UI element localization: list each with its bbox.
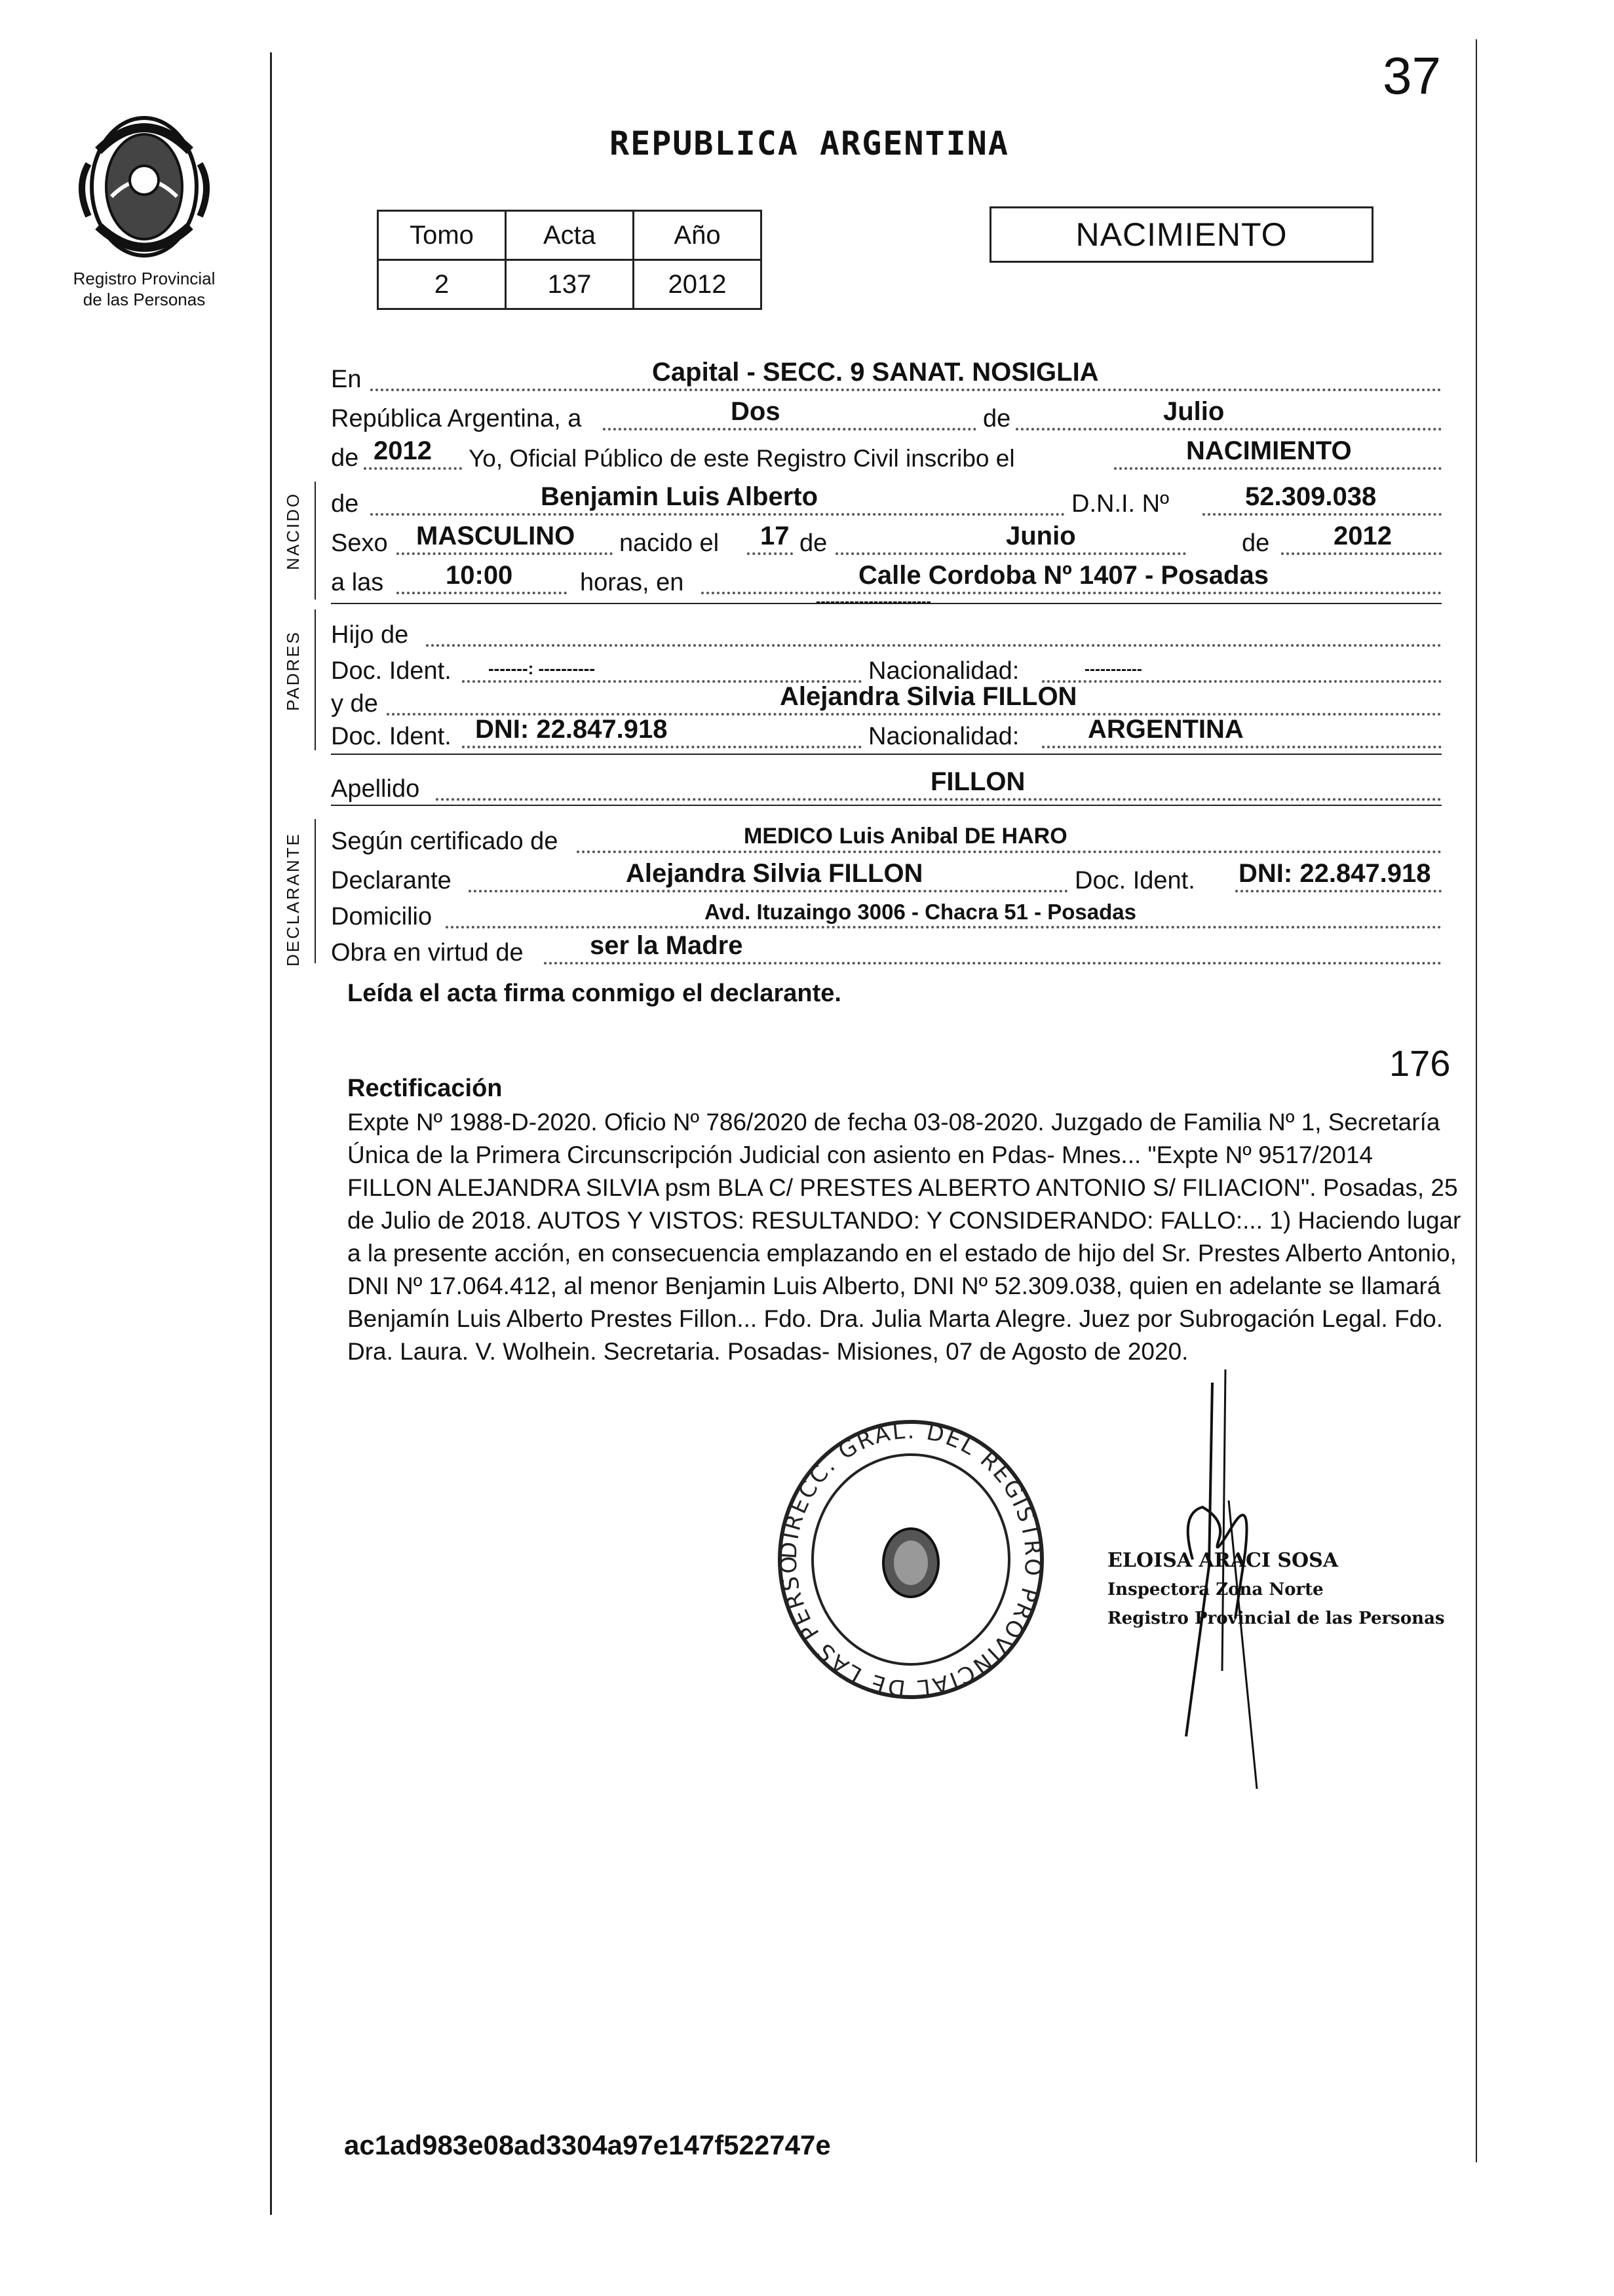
registry-table xyxy=(377,210,762,310)
label-segun: Según certificado de xyxy=(331,828,558,855)
value-hour: 10:00 xyxy=(446,561,513,590)
signer-name: ELOISA ARACI SOSA xyxy=(1107,1549,1339,1572)
value-doc3: DNI: 22.847.918 xyxy=(1239,859,1431,888)
label-sexo: Sexo xyxy=(331,529,388,557)
value-sexo: MASCULINO xyxy=(416,522,575,550)
label-a-las: a las xyxy=(331,569,384,596)
signer-office: Registro Provincial de las Personas xyxy=(1107,1609,1445,1628)
signature-block xyxy=(1107,1546,1445,1633)
value-obra: ser la Madre xyxy=(590,931,743,960)
label-domicilio: Domicilio xyxy=(331,903,432,930)
value-birth-month: Junio xyxy=(1006,522,1076,550)
row-oficial xyxy=(331,436,1442,475)
value-name: Benjamin Luis Alberto xyxy=(541,482,818,511)
section-declarante: DECLARANTE xyxy=(283,832,303,966)
right-margin-line xyxy=(1476,39,1477,2162)
row-declarante xyxy=(331,858,1442,898)
act-type-box: NACIMIENTO xyxy=(990,206,1374,263)
registry-logo xyxy=(66,111,223,310)
value-segun: MEDICO Luis Anibal DE HARO xyxy=(744,824,1067,849)
label-republica: República Argentina, a xyxy=(331,405,582,432)
value-month: Julio xyxy=(1163,397,1225,426)
value-birth-day: 17 xyxy=(760,522,790,550)
label-horas: horas, en xyxy=(580,569,684,596)
value-doc2: DNI: 22.847.918 xyxy=(475,715,668,744)
logo-caption-line2: de las Personas xyxy=(83,290,206,309)
document-hash: ac1ad983e08ad3304a97e147f522747e xyxy=(344,2130,831,2160)
label-doc3: Doc. Ident. xyxy=(1075,867,1195,894)
rectification-number: 176 xyxy=(1389,1043,1451,1084)
rectification-title: Rectificación xyxy=(347,1075,503,1102)
row-obra xyxy=(331,930,1442,970)
row-segun xyxy=(331,819,1442,858)
label-declarante: Declarante xyxy=(331,867,452,894)
label-apellido: Apellido xyxy=(331,775,420,803)
left-margin-line xyxy=(270,52,272,2215)
header-acta: Acta xyxy=(506,211,634,260)
logo-caption-line1: Registro Provincial xyxy=(73,269,216,288)
row-hijo xyxy=(331,593,1442,652)
row-domicilio xyxy=(331,894,1442,934)
label-dni: D.N.I. Nº xyxy=(1071,490,1169,518)
row-doc2 xyxy=(331,714,1442,754)
signer-role: Inspectora Zona Norte xyxy=(1107,1580,1324,1599)
value-day: Dos xyxy=(731,397,780,426)
official-stamp xyxy=(773,1415,1048,1707)
label-birth-de2: de xyxy=(1242,529,1270,557)
row-republica xyxy=(331,396,1442,436)
rectification-body: Expte Nº 1988-D-2020. Oficio Nº 786/2020 de fecha 03-08-2020. Juzgado de Familia Nº 1, Secretaría Única de la Primera Circunscripción Judicial con asiento en Pdas- Mnes... "Expte Nº 9517/2014 FILLON ALEJANDRA SILVIA psm BLA C/ PRESTES ALBERTO ANTONIO S/ FILIACION". Posadas, 25 de Julio de 2018. AUTOS Y VISTOS: RESULTANDO: Y CONSIDERANDO: FALLO:... 1) Haciendo lugar a la presente acción, en consecuencia emplazando en el estado de hijo del Sr. Prestes Alberto Antonio, DNI Nº 17.064.412, al menor Benjamin Luis Alberto, DNI Nº 52.309.038, quien en adelante se llamará Benjamín Luis Alberto Prestes Fillon... Fdo. Dra. Julia Marta Alegre. Juez por Subrogación Legal. Fdo. Dra. Laura. V. Wolhein. Secretaria. Posadas- Misiones, 07 de Agosto de 2020. xyxy=(347,1109,1461,1365)
value-apellido: FILLON xyxy=(931,767,1026,796)
label-nacido-el: nacido el xyxy=(619,529,720,557)
value-dni: 52.309.038 xyxy=(1245,482,1377,511)
value-year: 2012 xyxy=(374,436,432,465)
label-birth-de: de xyxy=(799,529,828,557)
row-name xyxy=(331,482,1442,521)
label-de-year: de xyxy=(331,444,359,472)
label-de-month: de xyxy=(983,405,1011,432)
label-nac1: Nacionalidad: xyxy=(868,657,1020,685)
label-oficial: Yo, Oficial Público de este Registro Civil inscribo el xyxy=(469,445,1015,472)
label-doc1: Doc. Ident. xyxy=(331,657,452,685)
row-en xyxy=(331,357,1442,396)
row-apellido xyxy=(331,767,1442,806)
value-acta: 137 xyxy=(506,260,634,309)
label-nac2: Nacionalidad: xyxy=(868,723,1020,750)
row-sexo xyxy=(331,521,1442,560)
page-number: 37 xyxy=(1383,47,1441,105)
value-declarante: Alejandra Silvia FILLON xyxy=(626,859,923,888)
section-nacido: NACIDO xyxy=(283,491,303,570)
value-place: Calle Cordoba Nº 1407 - Posadas xyxy=(858,561,1269,590)
value-tomo: 2 xyxy=(378,260,506,309)
value-ano: 2012 xyxy=(634,260,761,309)
stamp-text: DIRECC. GRAL. DEL REGISTRO PROVINCIAL DE LAS PERSO xyxy=(775,1417,1047,1702)
value-nac2: ARGENTINA xyxy=(1088,715,1244,744)
value-nac1: ----------- xyxy=(1085,660,1142,678)
label-obra: Obra en virtud de xyxy=(331,939,524,966)
label-y-de: y de xyxy=(331,690,378,718)
document-title: REPUBLICA ARGENTINA xyxy=(609,124,1009,163)
header-ano: Año xyxy=(634,211,761,260)
label-name: de xyxy=(331,490,359,518)
closing-line: Leída el acta firma conmigo el declarante. xyxy=(347,980,841,1007)
value-domicilio: Avd. Ituzaingo 3006 - Chacra 51 - Posadas xyxy=(704,900,1137,924)
label-hijo: Hijo de xyxy=(331,621,409,649)
value-act: NACIMIENTO xyxy=(1186,436,1352,465)
misiones-crest-icon xyxy=(72,111,216,262)
value-doc1: -------: ---------- xyxy=(488,659,596,678)
label-en: En xyxy=(331,366,362,393)
official-seal-icon xyxy=(773,1415,1048,1704)
value-en: Capital - SECC. 9 SANAT. NOSIGLIA xyxy=(652,358,1099,387)
value-hijo: ------------------------ xyxy=(816,593,931,609)
value-mother: Alejandra Silvia FILLON xyxy=(780,682,1077,711)
value-birth-year: 2012 xyxy=(1334,522,1392,550)
section-padres: PADRES xyxy=(283,630,303,711)
label-doc2: Doc. Ident. xyxy=(331,723,452,750)
header-tomo: Tomo xyxy=(378,211,506,260)
